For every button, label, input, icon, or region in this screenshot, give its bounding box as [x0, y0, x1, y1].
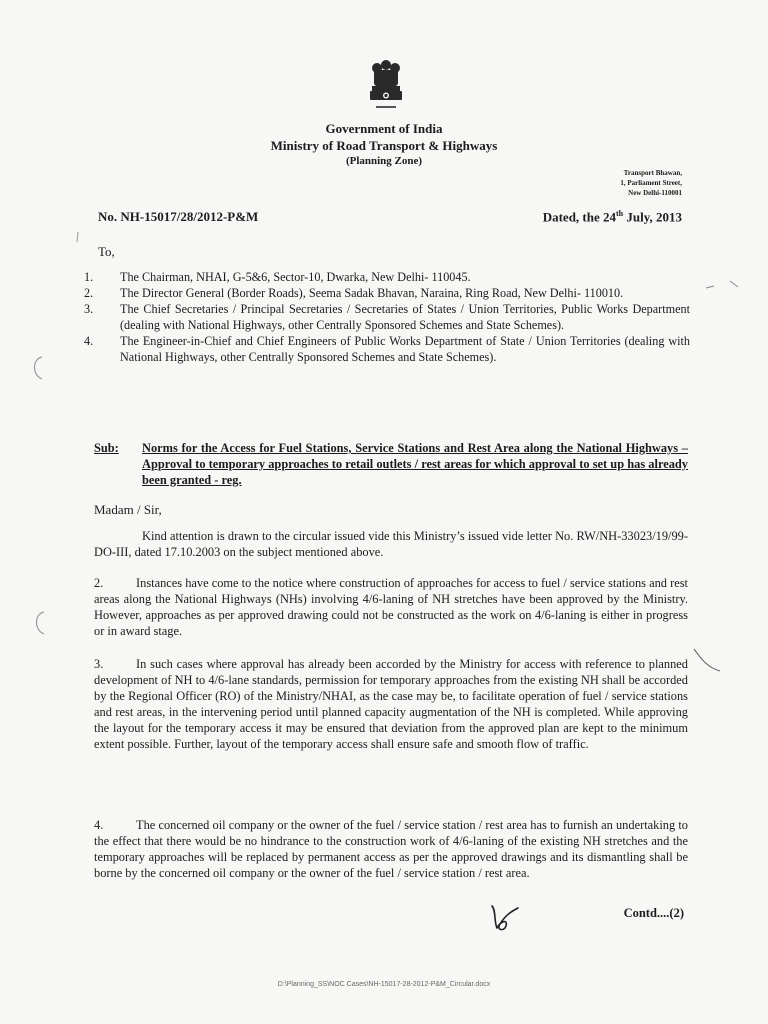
paragraph-number: 2.	[94, 576, 104, 590]
punch-hole-mark	[32, 610, 48, 636]
addressee-item	[84, 301, 690, 333]
addressee-item	[84, 285, 690, 301]
subject-block	[94, 440, 688, 488]
stray-mark	[704, 278, 744, 292]
continued-marker: Contd....(2)	[623, 906, 684, 920]
address-line: 1, Parliament Street,	[620, 179, 682, 187]
header-zone: (Planning Zone)	[345, 155, 423, 167]
addressee-number: 3.	[84, 302, 94, 316]
paragraph-3	[94, 656, 688, 752]
addressee-number: 4.	[84, 334, 94, 348]
address-line: New Delhi-110001	[628, 189, 682, 197]
addressee-text: The Chairman, NHAI, G-5&6, Sector-10, Dwarka, New Delhi- 110045.	[120, 270, 471, 284]
stray-mark	[690, 645, 730, 675]
paragraph-1	[94, 528, 688, 560]
subject-text: Norms for the Access for Fuel Stations, Service Stations and Rest Area along the National Highways – Approval to temporary approaches to retail outlets / rest areas for which approval to set up has already been granted - reg.	[142, 441, 688, 487]
addressee-text: The Engineer-in-Chief and Chief Engineers of Public Works Department of State / Union Territories (dealing with National Highways, other Centrally Sponsored Schemes and State Schemes).	[120, 334, 690, 364]
stray-mark	[74, 230, 82, 244]
signature-initials	[486, 900, 522, 936]
salutation: Madam / Sir,	[94, 502, 162, 517]
national-emblem-icon	[364, 56, 408, 120]
addressee-text: The Director General (Border Roads), Seema Sadak Bhavan, Naraina, Ring Road, New Delhi- 110010.	[120, 286, 624, 300]
file-path-footer: D:\Planning_SS\NOC Cases\NH-15017-28-2012-P&M_Circular.docx	[277, 981, 491, 988]
address-line: Transport Bhawan,	[623, 169, 682, 177]
paragraph-2	[94, 575, 688, 639]
date-superscript: th	[616, 209, 624, 218]
addressee-item	[84, 333, 690, 365]
date-suffix: July, 2013	[623, 209, 682, 225]
header-ministry: Ministry of Road Transport & Highways	[270, 138, 498, 153]
header-government: Government of India	[325, 121, 443, 136]
subject-label: Sub:	[94, 441, 119, 455]
paragraph-text: In such cases where approval has already been accorded by the Ministry for access with reference to planned development of NH to 4/6-lane standards, permission for temporary approaches from the existing NH shall be accorded by the Regional Officer (RO) of the Ministry/NHAI, as the case may be, to facilitate operation of fuel / service stations and rest areas, in the intervening period until planned capacity augmentation of the NH is completed. While approving the layout for the temporary access it may be ensured that deviation from the approved plan are kept to the minimum extent possible. Further, layout of the temporary access shall ensure safe and smooth flow of traffic.	[94, 657, 688, 751]
paragraph-text: Kind attention is drawn to the circular issued vide this Ministry’s issued vide letter No. RW/NH-33023/19/99-DO-III, dated 17.10.2003 on the subject mentioned above.	[94, 529, 688, 559]
paragraph-number: 3.	[94, 657, 104, 671]
date-prefix: Dated, the 24	[542, 209, 616, 225]
office-address	[620, 168, 682, 198]
letter-date	[543, 209, 682, 225]
addressee-number: 1.	[84, 270, 94, 284]
paragraph-number: 4.	[94, 818, 104, 832]
addressee-item	[84, 269, 690, 285]
punch-hole-mark	[30, 355, 46, 381]
reference-number: No. NH-15017/28/2012-P&M	[98, 209, 259, 224]
addressee-list	[84, 269, 690, 365]
addressee-text: The Chief Secretaries / Principal Secretaries / Secretaries of States / Union Territories, Public Works Department (dealing with National Highways, other Centrally Sponsored Schemes and State Schemes).	[120, 302, 690, 332]
addressee-number: 2.	[84, 286, 94, 300]
paragraph-text: The concerned oil company or the owner of the fuel / service station / rest area has to furnish an undertaking to the effect that there would be no hindrance to the construction work of 4/6-laning of the existing NH stretches and the temporary approaches will be replaced by permanent access as per the approved drawings and its dismantling shall be borne by the concerned oil company or the owner of the fuel / service station / rest area.	[94, 818, 688, 880]
paragraph-text: Instances have come to the notice where construction of approaches for access to fuel / service stations and rest areas along the National Highways (NHs) involving 4/6-laning of NH stretches have been approved by the Ministry. However, approaches as per approved drawing could not be constructed as the work on 4/6-laning is either in progress or in award stage.	[94, 576, 688, 638]
paragraph-4	[94, 817, 688, 881]
to-line: To,	[98, 244, 115, 259]
